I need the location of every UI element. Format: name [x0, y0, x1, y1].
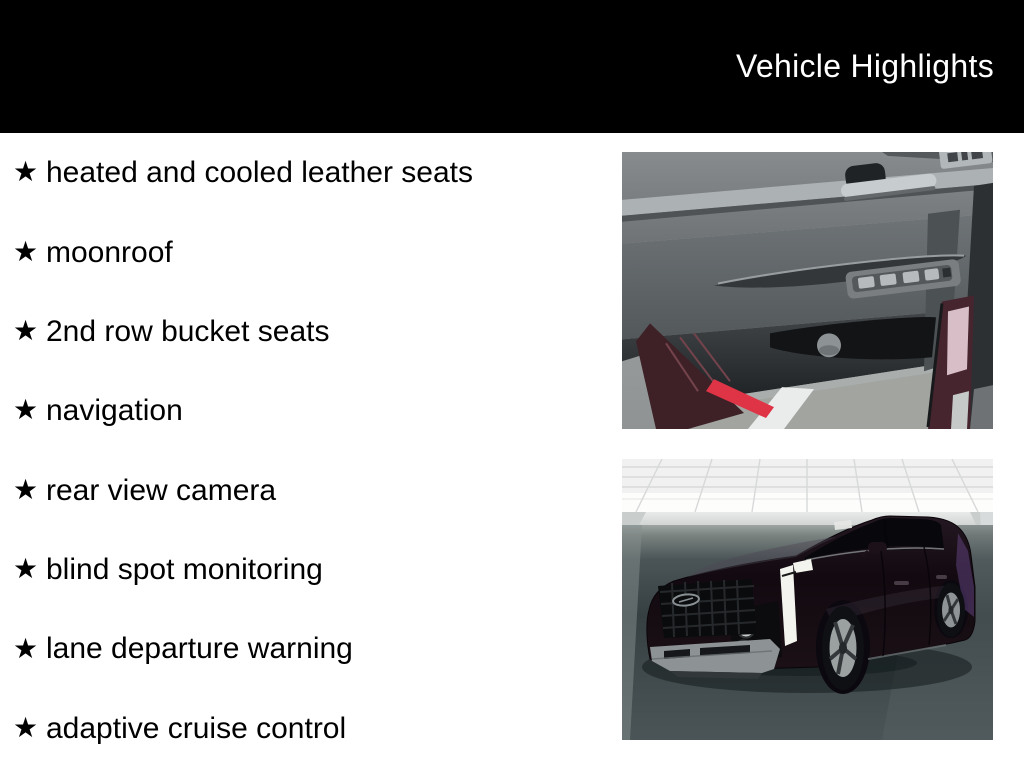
front-grille [658, 579, 756, 638]
star-bullet-icon: ★ [13, 473, 39, 505]
list-item [0, 292, 612, 371]
list-item [0, 609, 612, 688]
list-item [0, 530, 612, 609]
list-item [0, 371, 612, 450]
star-bullet-icon: ★ [13, 235, 39, 267]
highlights-list [0, 133, 612, 768]
door-panel-photo [622, 152, 993, 429]
highlight-label: rear view camera [46, 473, 277, 507]
highlight-label: lane departure warning [46, 632, 353, 666]
highlight-label: heated and cooled leather seats [46, 156, 473, 190]
star-bullet-icon: ★ [13, 315, 39, 347]
list-item [0, 451, 612, 530]
highlight-label: 2nd row bucket seats [46, 314, 330, 348]
list-item [0, 689, 612, 768]
star-bullet-icon: ★ [13, 394, 39, 426]
front-wheel [822, 606, 864, 690]
highlight-label: moonroof [46, 235, 173, 269]
door-panel-illustration [622, 152, 993, 429]
exterior-suv-illustration [622, 459, 993, 740]
exterior-suv-photo [622, 459, 993, 740]
highlight-label: blind spot monitoring [46, 553, 323, 587]
rear-wheel [937, 583, 965, 637]
star-bullet-icon: ★ [13, 156, 39, 188]
page-title: Vehicle Highlights [736, 48, 994, 84]
star-bullet-icon: ★ [13, 632, 39, 664]
highlight-label: adaptive cruise control [46, 711, 347, 745]
list-item [0, 212, 612, 291]
star-bullet-icon: ★ [13, 553, 39, 585]
list-item [0, 133, 612, 212]
highlight-label: navigation [46, 394, 183, 428]
header-bar [0, 0, 1024, 133]
star-bullet-icon: ★ [13, 711, 39, 743]
